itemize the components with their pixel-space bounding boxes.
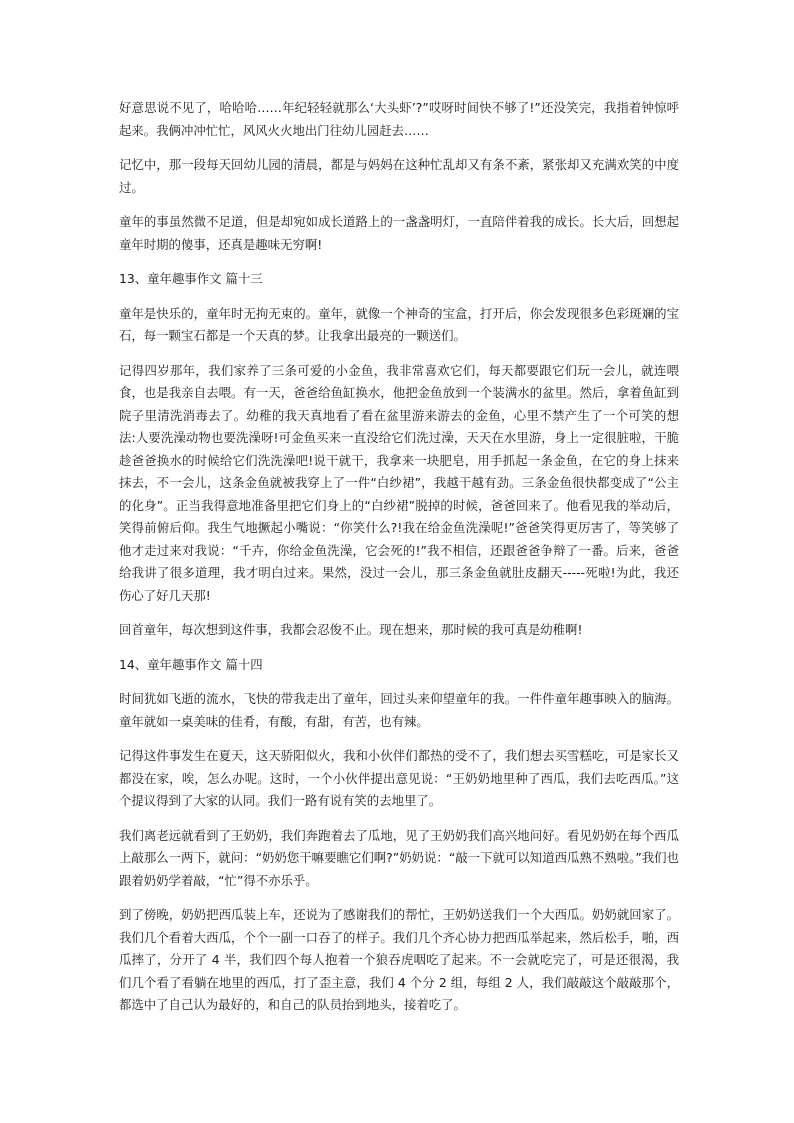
paragraph: 时间犹如飞逝的流水，飞快的带我走出了童年，回过头来仰望童年的我。一件件童年趣事映入的脑海。童年就如一桌美味的佳肴，有酸，有甜，有苦，也有辣。: [119, 691, 679, 729]
paragraph: 童年的事虽然微不足道，但是却宛如成长道路上的一盏盏明灯，一直陪伴着我的成长。长大后，回想起童年时期的傻事，还真是趣味无穷啊!: [119, 214, 679, 252]
paragraph: 记得四岁那年，我们家养了三条可爱的小金鱼，我非常喜欢它们，每天都要跟它们玩一会儿，就连喂食，也是我亲自去喂。有一天，爸爸给鱼缸换水，他把金鱼放到一个装满水的盆里。然后，拿着鱼缸到院子里清洗消毒去了。幼稚的我天真地看了看在盆里游来游去的金鱼，心里不禁产生了一个可笑的想法:人要洗澡动物也要洗澡呀!可金鱼买来一直没给它们洗过澡，天天在水里游，身上一定很脏啦，干脆趁爸爸换水的时候给它们洗洗澡吧!说干就干，我拿来一块肥皂，用手抓起一条金鱼，在它的身上抹来抹去，不一会儿，这条金鱼就被我穿上了一件“白纱裙”，我越干越有劲。三条金鱼很快都变成了“公主的化身”。正当我得意地准备里把它们身上的“白纱裙”脱掉的时候，爸爸回来了。他看见我的举动后，笑得前俯后仰。我生气地撅起小嘴说：“你笑什么?!我在给金鱼洗澡呢!”爸爸笑得更厉害了，等笑够了他才走过来对我说：“千卉，你给金鱼洗澡，它会死的!”我不相信，还跟爸爸争辩了一番。后来，爸爸给我讲了很多道理，我才明白过来。果然，没过一会儿，那三条金鱼就肚皮翻天-----死啦!为此，我还伤心了好几天那!: [119, 362, 679, 603]
paragraph: 回首童年，每次想到这件事，我都会忍俊不止。现在想来，那时候的我可真是幼稚啊!: [119, 622, 583, 637]
paragraph: 我们离老远就看到了王奶奶，我们奔跑着去了瓜地，见了王奶奶我们高兴地问好。看见奶奶在每个西瓜上敲那么一两下，就问：“奶奶您干嘛要瞧它们啊?”奶奶说：“敲一下就可以知道西瓜熟不熟啦。”我们也跟着奶奶学着敲，“忙”得不亦乐乎。: [119, 827, 679, 888]
paragraph: 记忆中，那一段每天回幼儿园的清晨，都是与妈妈在这种忙乱却又有条不紊，紧张却又充满欢笑的中度过。: [119, 157, 679, 195]
section-heading: 13、童年趣事作文 篇十三: [119, 271, 263, 286]
section-heading: 14、童年趣事作文 篇十四: [119, 656, 263, 672]
paragraph: 好意思说不见了，哈哈哈……年纪轻轻就那么‘大头虾’?”哎呀时间快不够了!”还没笑完，我指着钟惊呼起来。我俩冲冲忙忙，风风火火地出门往幼儿园赶去……: [119, 100, 679, 138]
paragraph: 童年是快乐的，童年时无拘无束的。童年，就像一个神奇的宝盒，打开后，你会发现很多色彩斑斓的宝石，每一颗宝石都是一个天真的梦。让我拿出最亮的一颗送们。: [119, 305, 679, 343]
paragraph: 记得这件事发生在夏天，这天骄阳似火，我和小伙伴们都热的受不了，我们想去买雪糕吃，可是家长又都没在家，唉，怎么办呢。这时，一个小伙伴提出意见说：“王奶奶地里种了西瓜，我们去吃西瓜。”这个提议得到了大家的认同。我们一路有说有笑的去地里了。: [119, 748, 679, 808]
document-page: [119, 97, 679, 1029]
paragraph: 到了傍晚，奶奶把西瓜装上车，还说为了感谢我们的帮忙，王奶奶送我们一个大西瓜。奶奶就回家了。我们几个看着大西瓜，个个一副一口吞了的样子。我们几个齐心协力把西瓜举起来，然后松手，啪，西瓜摔了，分开了 4 半，我们四个每人抱着一个狼吞虎咽吃了起来。不一会就吃完了，可是还很渴，我们几个看了看躺在地里的西瓜，打了歪主意，我们 4 个分 2 组，每组 2 人，我们敲敲这个敲敲那个，都选中了自己认为最好的，和自己的队员抬到地头，接着吃了。: [119, 907, 679, 1012]
